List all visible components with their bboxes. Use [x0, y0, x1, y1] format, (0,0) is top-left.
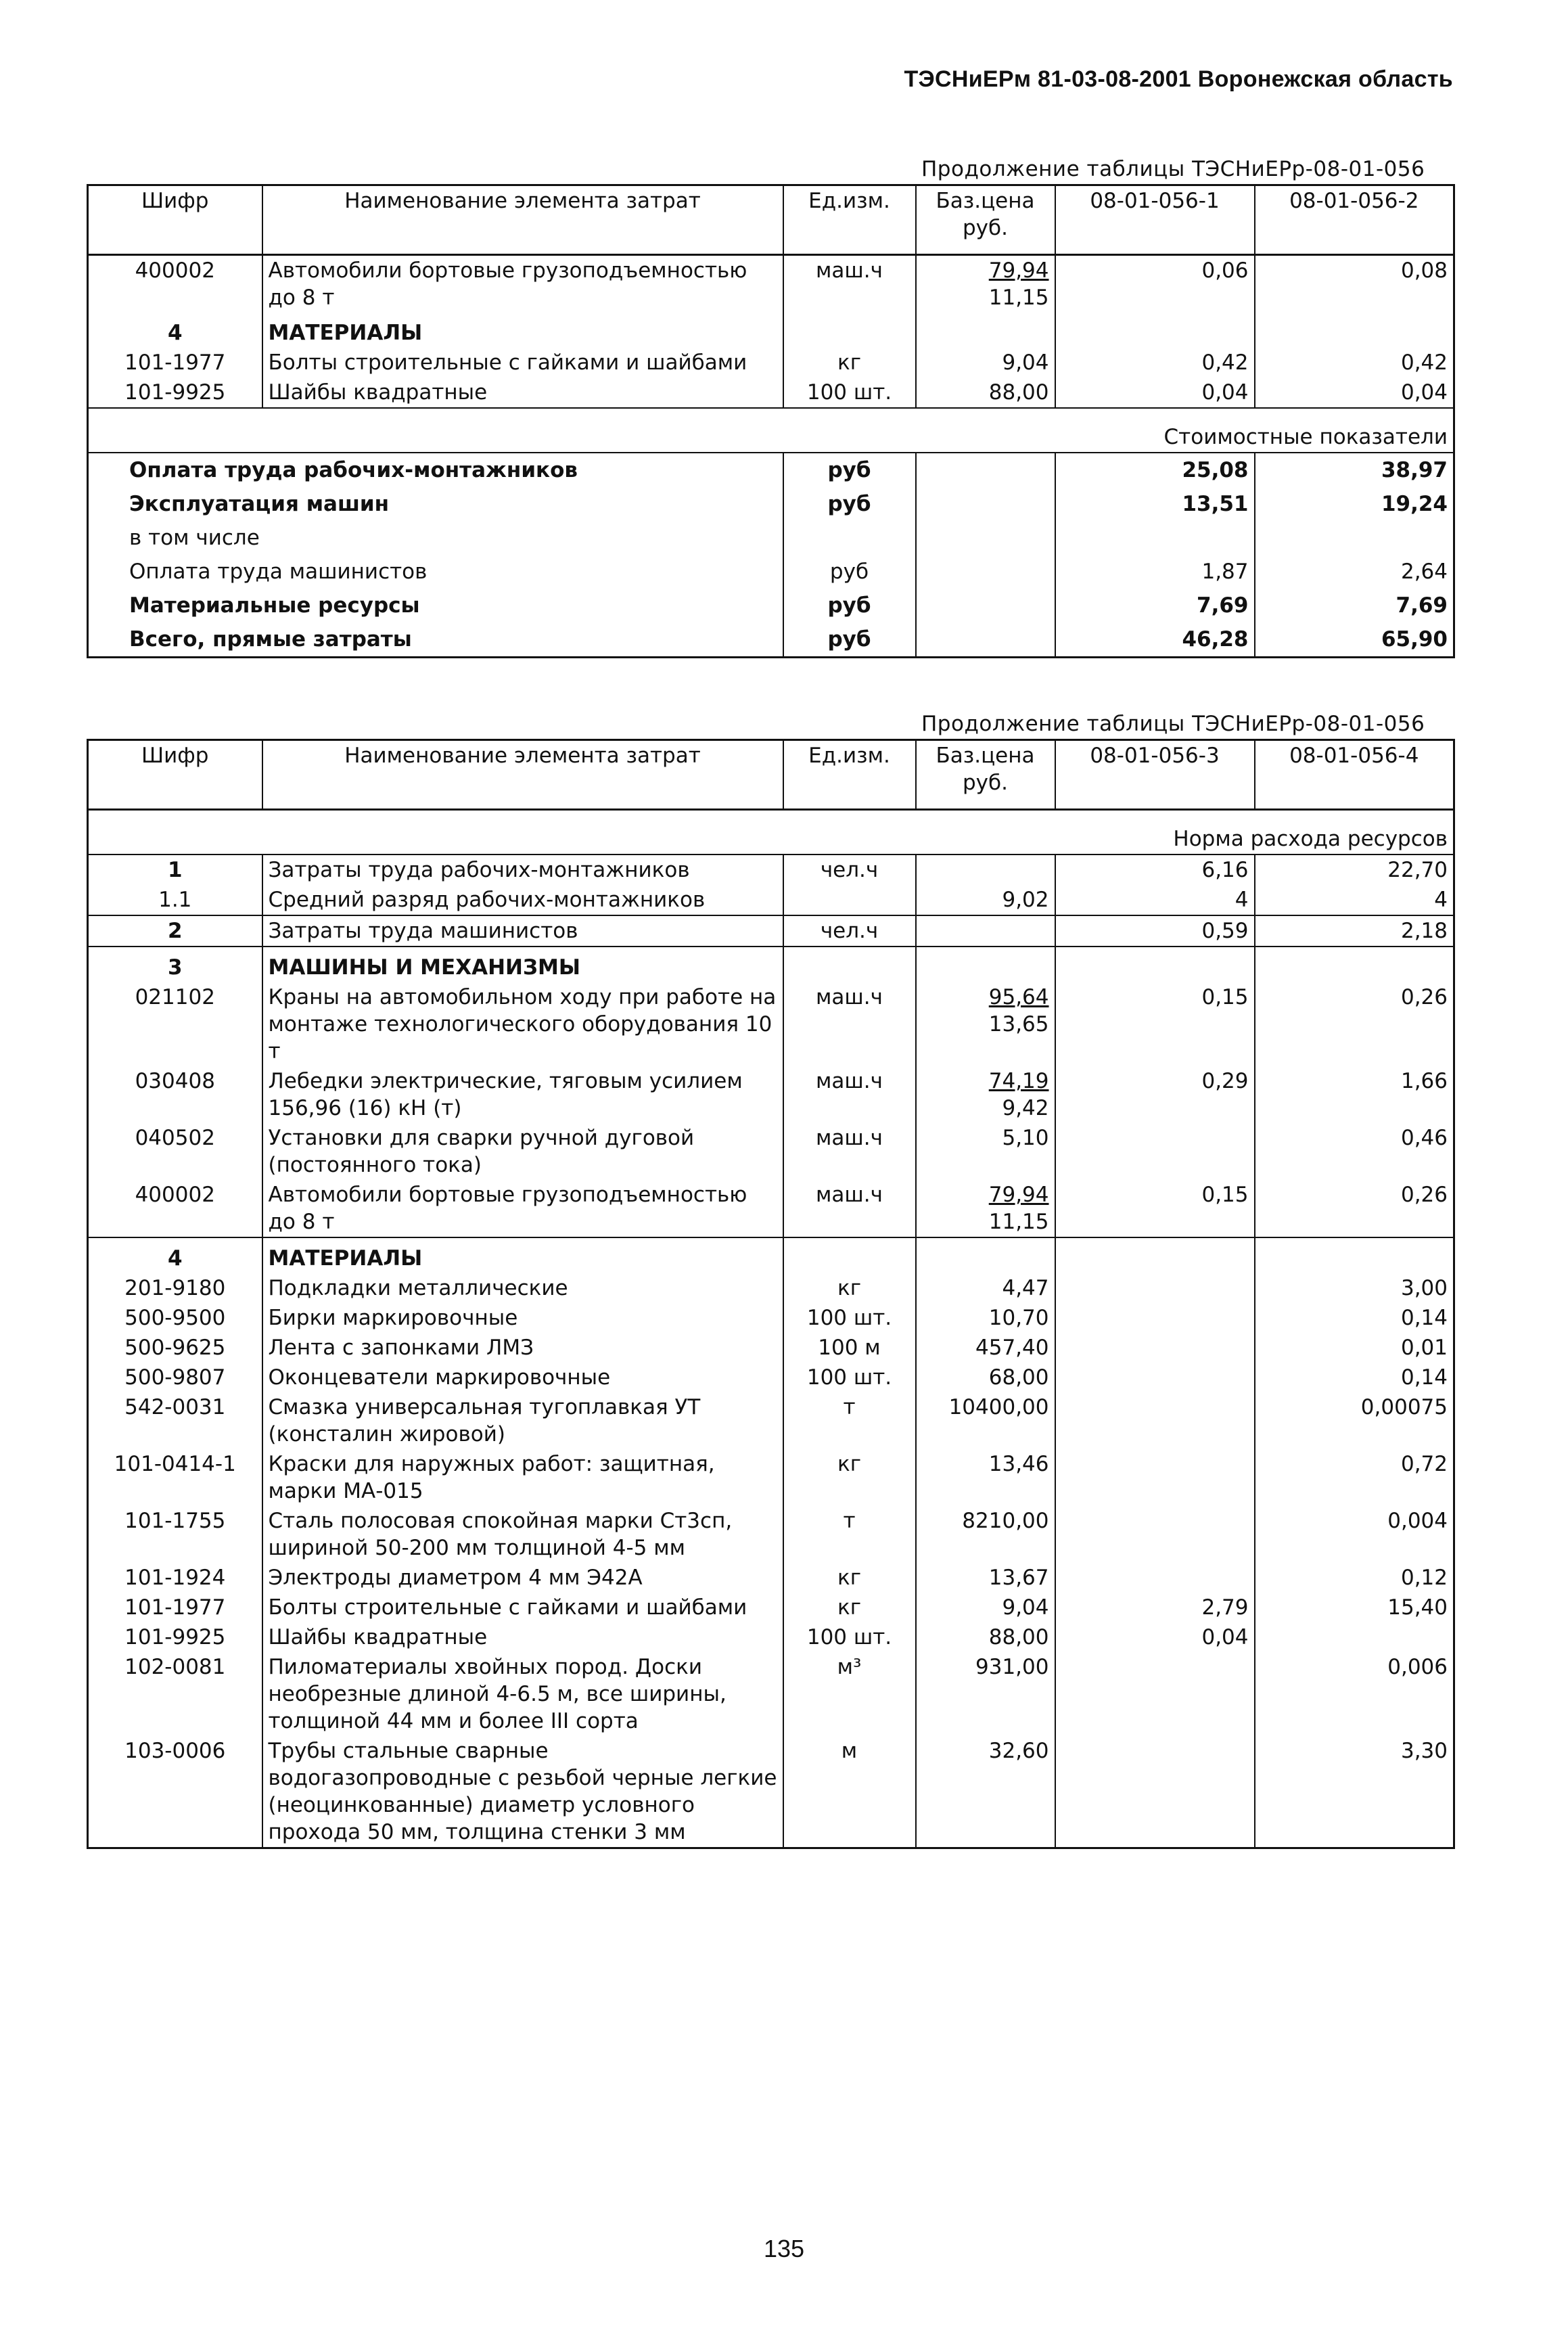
section-row [88, 313, 1454, 348]
cost-value-b: 7,69 [1255, 589, 1454, 622]
cell-name: Пиломатериалы хвойных пород. Доски необрезные длиной 4-6.5 м, все ширины, толщиной 44 мм и более III сорта [262, 1652, 783, 1736]
cell-norm-b: 1,66 [1255, 1066, 1454, 1123]
table-row [88, 348, 1454, 378]
cell-name: Автомобили бортовые грузоподъемностью до 8 т [262, 255, 783, 313]
cell-price [916, 1180, 1055, 1237]
cell-name: Затраты труда машинистов [262, 915, 783, 947]
cost-name: Материальные ресурсы [129, 593, 420, 618]
norm-label-row [88, 810, 1454, 855]
table-row [88, 982, 1454, 1066]
table1 [87, 184, 1455, 658]
cell-norm-b: 15,40 [1255, 1593, 1454, 1622]
cell-unit: кг [783, 1563, 916, 1593]
cell-norm-a: 0,04 [1055, 1622, 1255, 1652]
cell-unit: маш.ч [783, 255, 916, 313]
cell-unit: 100 шт. [783, 378, 916, 408]
cell-name: Смазка универсальная тугоплавкая УТ (консталин жировой) [262, 1392, 783, 1449]
cell-price [916, 855, 1055, 885]
table-row [88, 1506, 1454, 1563]
table-row [88, 1333, 1454, 1363]
cell-name: Шайбы квадратные [262, 1622, 783, 1652]
cell-norm-a [1055, 1273, 1255, 1303]
cell-code: 542-0031 [124, 1395, 226, 1419]
cost-value-a: 1,87 [1055, 555, 1255, 589]
cell-unit: маш.ч [783, 1123, 916, 1180]
table2 [87, 739, 1455, 1849]
cell-price [916, 915, 1055, 947]
cell-price: 88,00 [916, 1622, 1055, 1652]
cell-code: 4 [88, 1237, 262, 1273]
cell-name: Шайбы квадратные [262, 378, 783, 408]
cell-code: 2 [88, 915, 262, 947]
cell-name: Болты строительные с гайками и шайбами [262, 1593, 783, 1622]
cell-empty [783, 1237, 916, 1273]
cell-code: 4 [167, 321, 183, 345]
price-total: 95,64 [988, 985, 1049, 1009]
cell-norm-b: 4 [1255, 885, 1454, 915]
cell-code: 500-9807 [124, 1365, 226, 1390]
cell-code: 400002 [135, 258, 215, 283]
cell-name: Краны на автомобильном ходу при работе на монтаже технологического оборудования 10 т [262, 982, 783, 1066]
cost-value-b: 19,24 [1255, 487, 1454, 521]
table2-header-row [88, 740, 1454, 810]
cell-norm-a: 0,15 [1055, 982, 1255, 1066]
cell-norm-a: 4 [1055, 885, 1255, 915]
cell-empty [916, 453, 1055, 487]
cost-name: Оплата труда рабочих-монтажников [129, 458, 578, 482]
cell-norm-b: 0,14 [1255, 1303, 1454, 1333]
cost-row [88, 622, 1454, 658]
cell-name: Подкладки металлические [262, 1273, 783, 1303]
col-header-norm-1: 08-01-056-1 [1055, 185, 1255, 255]
cell-norm-a: 2,79 [1055, 1593, 1255, 1622]
cell-norm-b: 22,70 [1255, 855, 1454, 885]
cell-code: 102-0081 [124, 1655, 226, 1679]
cell-code: 101-1755 [124, 1509, 226, 1533]
cost-value-b: 38,97 [1255, 453, 1454, 487]
cell-norm-b: 0,42 [1255, 348, 1454, 378]
cell-price: 457,40 [916, 1333, 1055, 1363]
cell-norm-a [1055, 1333, 1255, 1363]
cell-norm-b: 0,00075 [1255, 1392, 1454, 1449]
cell-empty [916, 622, 1055, 658]
cell-code: 101-1977 [124, 1595, 226, 1620]
cell-norm-a [1055, 1303, 1255, 1333]
cell-norm-b [1255, 1622, 1454, 1652]
document-header: ТЭСНиЕРм 81-03-08-2001 Воронежская область [904, 66, 1453, 92]
cell-code: 500-9500 [124, 1306, 226, 1330]
cell-unit: 100 шт. [783, 1363, 916, 1392]
table-row [88, 1652, 1454, 1736]
cell-norm-a [1055, 1363, 1255, 1392]
norm-label: Норма расхода ресурсов [88, 810, 1454, 855]
table-row [88, 1180, 1454, 1237]
table-row [88, 855, 1454, 885]
cell-norm-a [1055, 1736, 1255, 1848]
cost-unit: руб [783, 453, 916, 487]
cell-price [916, 982, 1055, 1066]
cell-empty [916, 947, 1055, 982]
cell-norm-a: 0,59 [1055, 915, 1255, 947]
cell-norm-a [1055, 1652, 1255, 1736]
cost-value-a [1055, 521, 1255, 555]
cost-value-b [1255, 521, 1454, 555]
cell-price: 32,60 [916, 1736, 1055, 1848]
cell-norm-a: 0,06 [1055, 255, 1255, 313]
cell-empty [1055, 1237, 1255, 1273]
section-title: МАТЕРИАЛЫ [262, 1237, 783, 1273]
cell-empty [1255, 313, 1454, 348]
cell-unit: кг [783, 348, 916, 378]
cell-price [916, 255, 1055, 313]
cell-code: 101-1977 [124, 350, 226, 375]
cost-row [88, 555, 1454, 589]
cell-price: 8210,00 [916, 1506, 1055, 1563]
section-row [88, 1237, 1454, 1273]
cell-norm-a [1055, 1449, 1255, 1506]
cell-name: Трубы стальные сварные водогазопроводные с резьбой черные легкие (неоцинкованные) диаметр условного прохода 50 мм, толщина стенки 3 мм [262, 1736, 783, 1848]
cell-name: Болты строительные с гайками и шайбами [262, 348, 783, 378]
cell-unit: кг [783, 1273, 916, 1303]
cell-empty [916, 589, 1055, 622]
cell-name: Лента с запонками ЛМЗ [262, 1333, 783, 1363]
col-header-price: Баз.цена руб. [916, 740, 1055, 810]
col-header-code: Шифр [88, 740, 262, 810]
cell-unit [783, 885, 916, 915]
cell-norm-a: 0,04 [1055, 378, 1255, 408]
cell-unit: маш.ч [783, 1180, 916, 1237]
cell-empty [1055, 313, 1255, 348]
cell-name: Электроды диаметром 4 мм Э42А [262, 1563, 783, 1593]
cell-name: Оконцеватели маркировочные [262, 1363, 783, 1392]
col-header-norm-4: 08-01-056-4 [1255, 740, 1454, 810]
col-header-unit: Ед.изм. [783, 740, 916, 810]
cell-norm-b: 3,30 [1255, 1736, 1454, 1848]
cell-price: 9,02 [916, 885, 1055, 915]
cell-code: 1.1 [158, 888, 192, 912]
cell-norm-b: 0,26 [1255, 1180, 1454, 1237]
cell-name: Средний разряд рабочих-монтажников [262, 885, 783, 915]
table2-body [88, 810, 1454, 1848]
cell-price: 931,00 [916, 1652, 1055, 1736]
table2-continuation-caption: Продолжение таблицы ТЭСНиЕРр-08-01-056 [921, 712, 1425, 736]
table-row [88, 1563, 1454, 1593]
cost-row [88, 521, 1454, 555]
price-total: 79,94 [988, 258, 1049, 283]
section-title: МАТЕРИАЛЫ [262, 313, 783, 348]
cell-unit: м [783, 1736, 916, 1848]
cell-code: 101-9925 [124, 380, 226, 405]
cost-row [88, 453, 1454, 487]
cost-unit: руб [783, 487, 916, 521]
cell-code: 3 [88, 947, 262, 982]
cell-empty [783, 313, 916, 348]
cell-code: 500-9625 [124, 1336, 226, 1360]
cell-unit: 100 шт. [783, 1303, 916, 1333]
table1-body [88, 255, 1454, 658]
cost-value-a: 13,51 [1055, 487, 1255, 521]
cell-name: Сталь полосовая спокойная марки Ст3сп, шириной 50-200 мм толщиной 4-5 мм [262, 1506, 783, 1563]
cell-unit: 100 шт. [783, 1622, 916, 1652]
table1-continuation-caption: Продолжение таблицы ТЭСНиЕРр-08-01-056 [921, 157, 1425, 181]
cell-unit: маш.ч [783, 982, 916, 1066]
cell-norm-a [1055, 1563, 1255, 1593]
section-title: МАШИНЫ И МЕХАНИЗМЫ [262, 947, 783, 982]
cost-name: в том числе [129, 526, 260, 550]
cell-code: 201-9180 [124, 1276, 226, 1300]
cell-norm-a [1055, 1123, 1255, 1180]
cell-unit: т [783, 1506, 916, 1563]
table-row [88, 1622, 1454, 1652]
price-wages: 11,15 [988, 286, 1049, 310]
table-row [88, 255, 1454, 313]
cost-unit: руб [783, 555, 916, 589]
cell-code: 103-0006 [124, 1739, 226, 1763]
cell-price: 10400,00 [916, 1392, 1055, 1449]
cell-name: Установки для сварки ручной дуговой (постоянного тока) [262, 1123, 783, 1180]
cell-unit: чел.ч [783, 915, 916, 947]
cost-unit [783, 521, 916, 555]
cell-code: 101-0414-1 [114, 1452, 236, 1476]
table-row [88, 885, 1454, 915]
cost-name: Эксплуатация машин [129, 492, 390, 516]
col-header-norm-2: 08-01-056-2 [1255, 185, 1454, 255]
cost-indicators-label-row [88, 408, 1454, 453]
cell-empty [916, 521, 1055, 555]
cell-code: 040502 [135, 1126, 215, 1150]
col-header-unit: Ед.изм. [783, 185, 916, 255]
cell-price: 9,04 [916, 1593, 1055, 1622]
cell-code: 1 [167, 858, 183, 882]
col-header-price: Баз.цена руб. [916, 185, 1055, 255]
cell-code: 400002 [135, 1183, 215, 1207]
price-total: 79,94 [988, 1183, 1049, 1207]
cost-name: Оплата труда машинистов [129, 560, 428, 584]
cell-empty [1255, 1237, 1454, 1273]
cell-code: 101-9925 [124, 1625, 226, 1649]
price-wages: 11,15 [988, 1210, 1049, 1234]
cell-price: 13,46 [916, 1449, 1055, 1506]
cost-value-a: 25,08 [1055, 453, 1255, 487]
cost-row [88, 487, 1454, 521]
cell-norm-b: 0,04 [1255, 378, 1454, 408]
cell-empty [1255, 947, 1454, 982]
cell-empty [916, 1237, 1055, 1273]
cell-unit: кг [783, 1449, 916, 1506]
table-row [88, 1363, 1454, 1392]
cell-price: 88,00 [916, 378, 1055, 408]
cell-code: 101-1924 [124, 1566, 226, 1590]
cost-value-b: 65,90 [1255, 622, 1454, 658]
cell-price: 5,10 [916, 1123, 1055, 1180]
cell-name: Бирки маркировочные [262, 1303, 783, 1333]
cell-empty [783, 947, 916, 982]
cell-price: 4,47 [916, 1273, 1055, 1303]
table-row [88, 1123, 1454, 1180]
cell-norm-b: 0,46 [1255, 1123, 1454, 1180]
cost-row [88, 589, 1454, 622]
cell-unit: кг [783, 1593, 916, 1622]
cell-norm-a: 0,15 [1055, 1180, 1255, 1237]
cell-unit: чел.ч [783, 855, 916, 885]
cell-price: 10,70 [916, 1303, 1055, 1333]
cell-empty [1055, 947, 1255, 982]
cell-unit: 100 м [783, 1333, 916, 1363]
table-row [88, 1303, 1454, 1333]
price-wages: 9,42 [1002, 1096, 1049, 1120]
cell-norm-b: 0,72 [1255, 1449, 1454, 1506]
cell-code: 021102 [135, 985, 215, 1009]
cell-norm-b: 0,08 [1255, 255, 1454, 313]
cell-norm-a: 0,42 [1055, 348, 1255, 378]
table-row [88, 1736, 1454, 1848]
cost-unit: руб [783, 622, 916, 658]
cell-unit: м³ [783, 1652, 916, 1736]
cell-norm-b: 3,00 [1255, 1273, 1454, 1303]
cell-empty [916, 555, 1055, 589]
cell-price: 68,00 [916, 1363, 1055, 1392]
table1-header-row [88, 185, 1454, 255]
page-number: 135 [763, 2235, 805, 2262]
cell-norm-a [1055, 1506, 1255, 1563]
cell-norm-a: 6,16 [1055, 855, 1255, 885]
cell-price: 9,04 [916, 348, 1055, 378]
cell-norm-a [1055, 1392, 1255, 1449]
cost-value-a: 7,69 [1055, 589, 1255, 622]
col-header-code: Шифр [88, 185, 262, 255]
table-row [88, 1593, 1454, 1622]
section-row [88, 947, 1454, 982]
cell-empty [916, 313, 1055, 348]
cell-unit: т [783, 1392, 916, 1449]
table-row [88, 1273, 1454, 1303]
cell-norm-b: 0,26 [1255, 982, 1454, 1066]
cell-name: Краски для наружных работ: защитная, марки МА-015 [262, 1449, 783, 1506]
table-row [88, 915, 1454, 947]
table-row [88, 1449, 1454, 1506]
cell-name: Затраты труда рабочих-монтажников [262, 855, 783, 885]
cell-norm-b: 0,12 [1255, 1563, 1454, 1593]
table-row [88, 1066, 1454, 1123]
cell-empty [916, 487, 1055, 521]
cell-price [916, 1066, 1055, 1123]
table-row [88, 1392, 1454, 1449]
cell-norm-b: 0,01 [1255, 1333, 1454, 1363]
cell-name: Лебедки электрические, тяговым усилием 156,96 (16) кН (т) [262, 1066, 783, 1123]
cell-code: 030408 [135, 1069, 215, 1093]
col-header-name: Наименование элемента затрат [262, 740, 783, 810]
cell-norm-b: 2,18 [1255, 915, 1454, 947]
cell-norm-a: 0,29 [1055, 1066, 1255, 1123]
cost-unit: руб [783, 589, 916, 622]
price-wages: 13,65 [988, 1012, 1049, 1036]
cell-price: 13,67 [916, 1563, 1055, 1593]
cell-unit: маш.ч [783, 1066, 916, 1123]
cell-norm-b: 0,14 [1255, 1363, 1454, 1392]
col-header-norm-3: 08-01-056-3 [1055, 740, 1255, 810]
cost-indicators-label: Стоимостные показатели [88, 408, 1454, 453]
table-row [88, 378, 1454, 408]
col-header-name: Наименование элемента затрат [262, 185, 783, 255]
cell-norm-b: 0,006 [1255, 1652, 1454, 1736]
cost-name: Всего, прямые затраты [129, 627, 412, 652]
cost-value-a: 46,28 [1055, 622, 1255, 658]
price-total: 74,19 [988, 1069, 1049, 1093]
cell-name: Автомобили бортовые грузоподъемностью до 8 т [262, 1180, 783, 1237]
cost-value-b: 2,64 [1255, 555, 1454, 589]
cell-norm-b: 0,004 [1255, 1506, 1454, 1563]
